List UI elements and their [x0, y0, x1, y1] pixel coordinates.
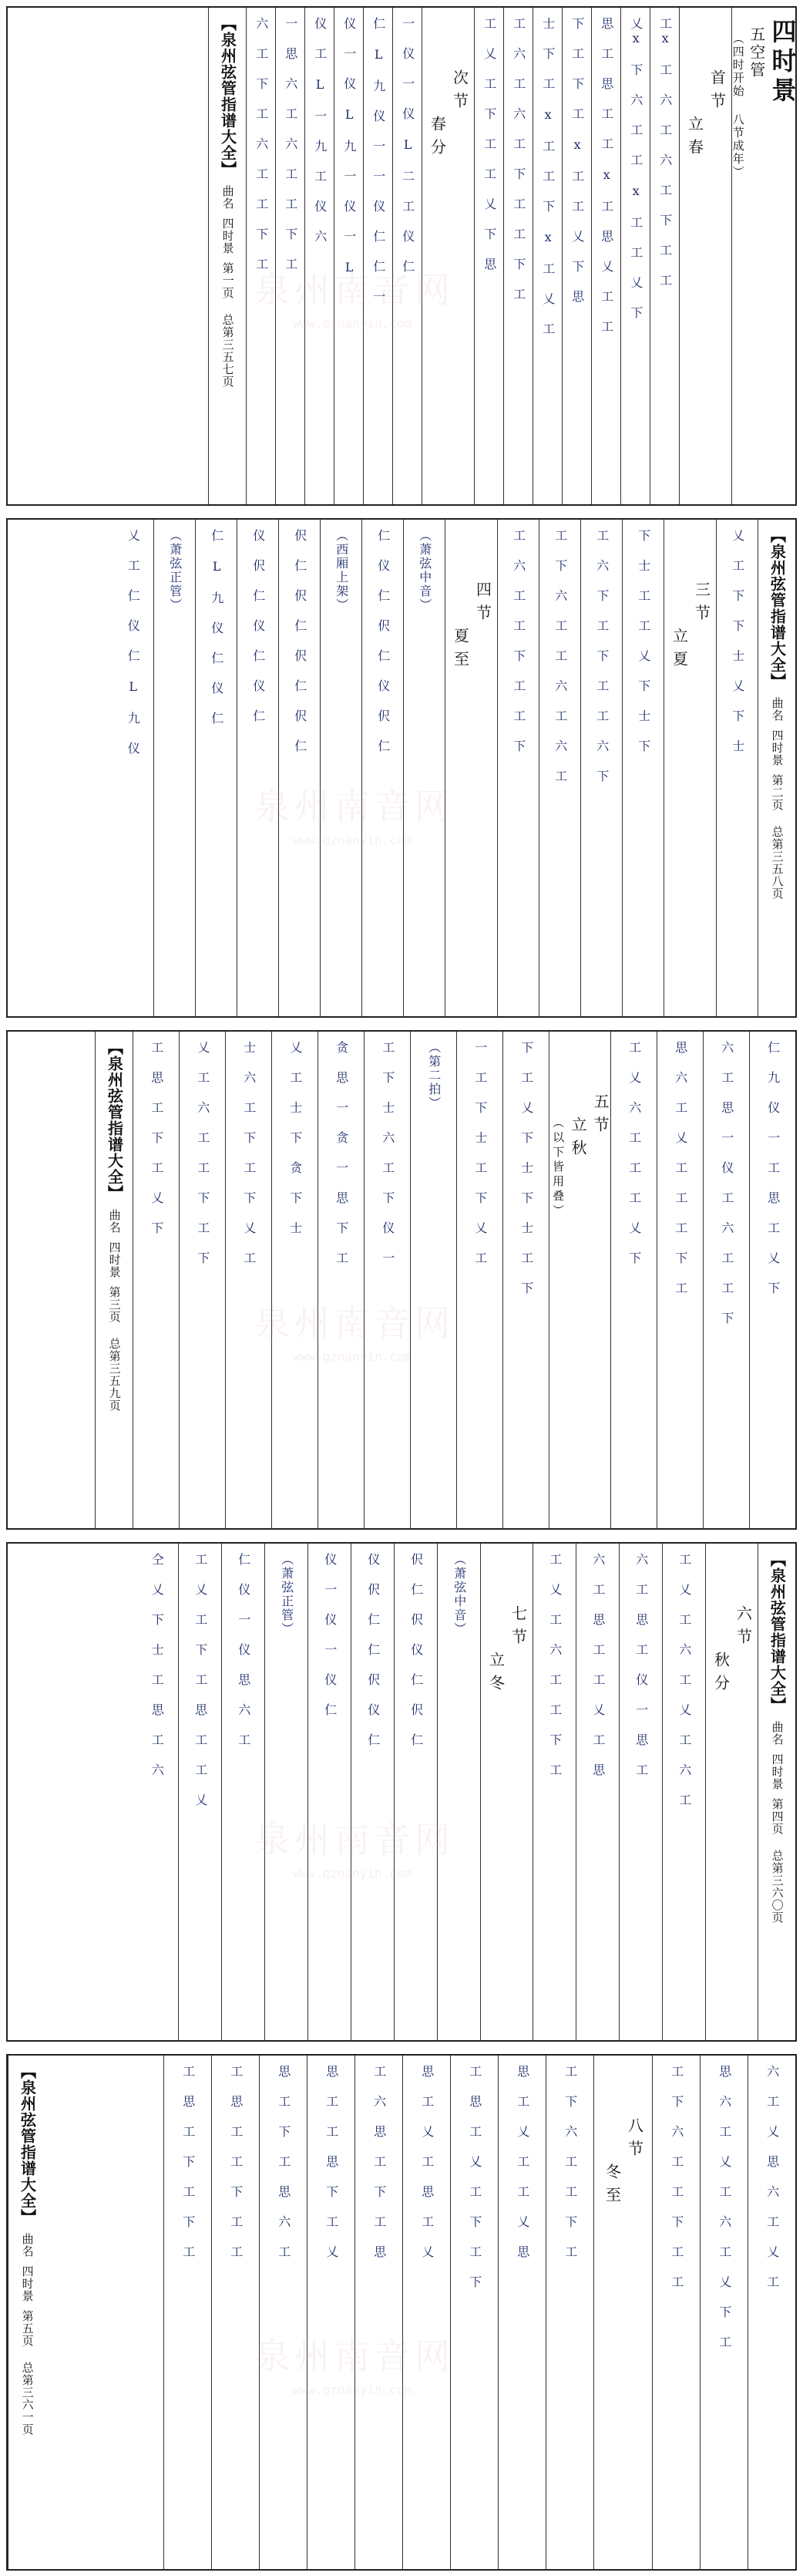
notation-column: 伬 仁 伬 仁 伬 仁 伬 仁 — [292, 529, 307, 753]
notation-column: 下 工 乂 下 士 下 士 工 下 — [519, 1041, 534, 1295]
notation-column: 一 思 六 工 六 工 工 下 工 — [283, 17, 298, 271]
notation-column: 六 工 思 工 仪 一 思 工 — [633, 1553, 649, 1777]
section-solar-term: 立秋 — [569, 1116, 588, 1163]
section-heading — [445, 520, 497, 1016]
notation-column: 六 工 下 工 六 工 工 下 工 — [254, 17, 269, 271]
notation-column: 下 工 下 工 x 工 工 乂 下 思 — [569, 17, 585, 304]
page-side-label — [8, 2056, 45, 2569]
section-name: 八节 — [625, 2117, 644, 2164]
notation-column: 工 六 工 六 工 下 工 工 下 工 — [511, 17, 526, 301]
page-number: 第一页 总第三五七页 — [220, 262, 235, 388]
notation-column: 工 乂 工 下 工 思 工 工 乂 — [193, 1553, 208, 1807]
page-number: 第四页 总第三六〇页 — [770, 1798, 785, 1924]
section-name: 六节 — [734, 1605, 753, 1652]
qu-ming-label: 曲名 — [20, 2233, 35, 2258]
notation-column: 工 乂 工 下 工 工 乂 下 思 — [482, 17, 497, 271]
notation-column: 六 工 思 工 工 乂 工 思 — [590, 1553, 606, 1777]
piece-tuning: 五空管 — [747, 26, 766, 79]
notation-column: 乂 工 下 下 士 乂 下 士 — [730, 529, 745, 753]
section-note: （以下皆用叠） — [551, 1116, 566, 1219]
qu-ming-label: 曲名 — [770, 1721, 785, 1746]
notation-column: 士 下 工 x 工 工 下 x 工 乂 工 — [540, 17, 556, 336]
notation-column: 工 六 下 工 下 工 工 六 下 — [594, 529, 610, 783]
section-name: 五节 — [591, 1093, 610, 1140]
page-number: 第三页 总第三五九页 — [107, 1286, 122, 1412]
notation-column: 士 六 工 下 工 下 乂 工 — [241, 1041, 257, 1265]
section-solar-term: 立冬 — [486, 1652, 506, 1698]
book-title: 【泉州弦管指谱大全】 — [768, 1551, 787, 1713]
notation-column: 乂 工 士 下 贪 下 士 — [287, 1041, 303, 1235]
section-name: 四节 — [473, 581, 492, 628]
notation-column: 工 下 六 工 工 六 工 六 工 — [553, 529, 568, 783]
annotation: （萧弦中音） — [452, 1553, 467, 1636]
score-page-5 — [6, 2054, 797, 2571]
section-heading — [679, 8, 731, 504]
piece-title-block — [731, 8, 798, 504]
notation-column: 仪 伬 仁 仁 伬 仪 仁 — [365, 1553, 381, 1747]
notation-column: 工 下 六 工 工 下 工 工 — [669, 2065, 684, 2289]
section-heading — [664, 520, 716, 1016]
notation-column: 工 思 工 下 工 下 工 — [180, 2065, 196, 2259]
section-name: 首节 — [707, 69, 727, 116]
notation-column: 乂 工 六 工 工 下 工 下 — [195, 1041, 210, 1265]
notation-column: 一 工 下 士 工 下 乂 工 — [472, 1041, 488, 1265]
notation-column: 伬 仁 伬 仪 仁 伬 仁 — [408, 1553, 424, 1747]
page-number: 第五页 总第三六一页 — [20, 2310, 35, 2436]
piece-name: 四时景 — [107, 1241, 122, 1278]
annotation: （萧弦中音） — [417, 529, 432, 612]
page-side-label — [758, 1544, 795, 2040]
section-heading — [593, 2056, 652, 2569]
qu-ming-label: 曲名 — [770, 697, 785, 722]
book-title: 【泉州弦管指谱大全】 — [768, 527, 787, 689]
notation-column: 乂 工 仁 仪 仁 L 九 仪 — [126, 529, 141, 756]
notation-column: 贪 思 一 贪 一 思 下 工 — [334, 1041, 349, 1265]
annotation: （西厢上架） — [334, 529, 349, 612]
blank-area — [45, 2056, 163, 2569]
section-heading — [480, 1544, 533, 2040]
piece-name: 四时景 — [220, 217, 235, 254]
score-page-1 — [6, 6, 797, 506]
notation-column: 工 乂 工 六 工 乂 工 六 工 — [677, 1553, 692, 1807]
section-heading — [705, 1544, 758, 2040]
notation-column: 仪 工 L 一 九 工 仪 六 — [312, 17, 328, 244]
notation-column: 仁 九 仪 一 工 思 工 乂 下 — [765, 1041, 781, 1295]
piece-title: 四时景 — [768, 19, 798, 106]
section-heading — [422, 8, 474, 504]
notation-column: 工 下 六 工 工 下 工 — [563, 2065, 578, 2259]
page-number: 第二页 总第三五八页 — [770, 774, 785, 900]
book-title: 【泉州弦管指谱大全】 — [18, 2063, 37, 2225]
notation-column: 工 六 思 工 下 工 思 — [371, 2065, 387, 2259]
section-heading — [549, 1032, 610, 1528]
page-side-label — [208, 8, 246, 504]
notation-column: 工 思 工 下 工 乂 下 — [149, 1041, 164, 1235]
notation-column: 工 六 工 工 下 工 工 下 — [511, 529, 526, 753]
notation-column: 一 仪 一 仪 L 二 工 仪 仁 — [400, 17, 415, 274]
notation-column: 工 下 士 六 工 下 仪 一 — [380, 1041, 395, 1265]
section-solar-term: 冬至 — [603, 2164, 622, 2210]
section-solar-term: 夏至 — [451, 628, 470, 674]
book-title: 【泉州弦管指谱大全】 — [218, 15, 237, 177]
notation-column: 思 工 乂 工 思 工 乂 — [419, 2065, 435, 2259]
section-name: 次节 — [450, 69, 469, 116]
annotation: （萧弦正管） — [167, 529, 183, 612]
notation-column: 思 工 工 思 下 工 乂 — [324, 2065, 339, 2259]
section-solar-term: 秋分 — [711, 1652, 731, 1698]
piece-note: （四时开始 八节成年） — [731, 32, 745, 179]
notation-column: 仪 伬 仁 仪 仁 仪 仁 — [250, 529, 266, 723]
section-solar-term: 春分 — [428, 116, 447, 162]
score-page-3 — [6, 1030, 797, 1530]
notation-column: 仁 L 九 仪 一 一 仪 仁 仁 一 — [371, 17, 386, 304]
notation-column: 工 乂 工 六 工 工 下 工 — [547, 1553, 563, 1777]
qu-ming-label: 曲名 — [107, 1209, 122, 1234]
notation-column: 工 思 工 工 下 工 工 — [228, 2065, 244, 2259]
page-side-label — [95, 1032, 133, 1528]
annotation: （萧弦正管） — [279, 1553, 294, 1636]
notation-column: 工x 工 六 工 六 工 下 工 工 — [657, 17, 673, 288]
notation-column: 仪 一 仪 一 仪 仁 — [322, 1553, 338, 1717]
annotation: （第二拍） — [426, 1041, 442, 1110]
piece-name: 四时景 — [20, 2265, 35, 2302]
notation-column: 仁 L 九 仪 仁 仪 仁 — [209, 529, 224, 726]
notation-column: 思 工 下 工 思 六 工 — [276, 2065, 291, 2259]
notation-column: 仪 一 仪 L 九 一 仪 一 L — [341, 17, 357, 276]
section-name: 三节 — [692, 581, 711, 628]
book-title: 【泉州弦管指谱大全】 — [105, 1039, 124, 1201]
score-page-4 — [6, 1542, 797, 2042]
section-name: 七节 — [509, 1605, 528, 1652]
notation-column: 六 工 乂 思 六 工 乂 工 — [764, 2065, 780, 2289]
page-side-label — [758, 520, 795, 1016]
notation-column: 思 六 工 乂 工 工 工 下 工 — [673, 1041, 688, 1295]
notation-column: 仁 仪 一 仪 思 六 工 — [236, 1553, 251, 1747]
notation-column: 下 士 工 工 乂 下 士 下 — [636, 529, 651, 753]
notation-column: 思 工 乂 工 工 乂 思 — [515, 2065, 530, 2259]
notation-column: 思 工 思 工 工 x 工 思 乂 工 工 — [599, 17, 614, 334]
notation-column: 六 工 思 一 仪 工 六 工 工 下 — [719, 1041, 734, 1325]
score-page-2 — [6, 518, 797, 1018]
notation-column: 工 思 工 乂 工 下 工 下 — [467, 2065, 482, 2289]
notation-column: 乂x 下 六 工 工 x 工 工 乂 下 — [628, 17, 643, 320]
notation-column: 仁 仪 仁 伬 仁 仪 伬 仁 — [375, 529, 391, 753]
notation-column: 思 六 工 乂 工 六 工 乂 下 工 — [717, 2065, 732, 2349]
notation-column: 工 乂 六 工 工 工 乂 下 — [627, 1041, 642, 1265]
qu-ming-label: 曲名 — [220, 185, 235, 210]
notation-column: 仝 乂 下 士 工 思 工 六 — [150, 1553, 165, 1777]
section-solar-term: 立春 — [685, 116, 704, 162]
piece-name: 四时景 — [770, 729, 785, 766]
section-solar-term: 立夏 — [670, 628, 689, 674]
piece-name: 四时景 — [770, 1753, 785, 1790]
